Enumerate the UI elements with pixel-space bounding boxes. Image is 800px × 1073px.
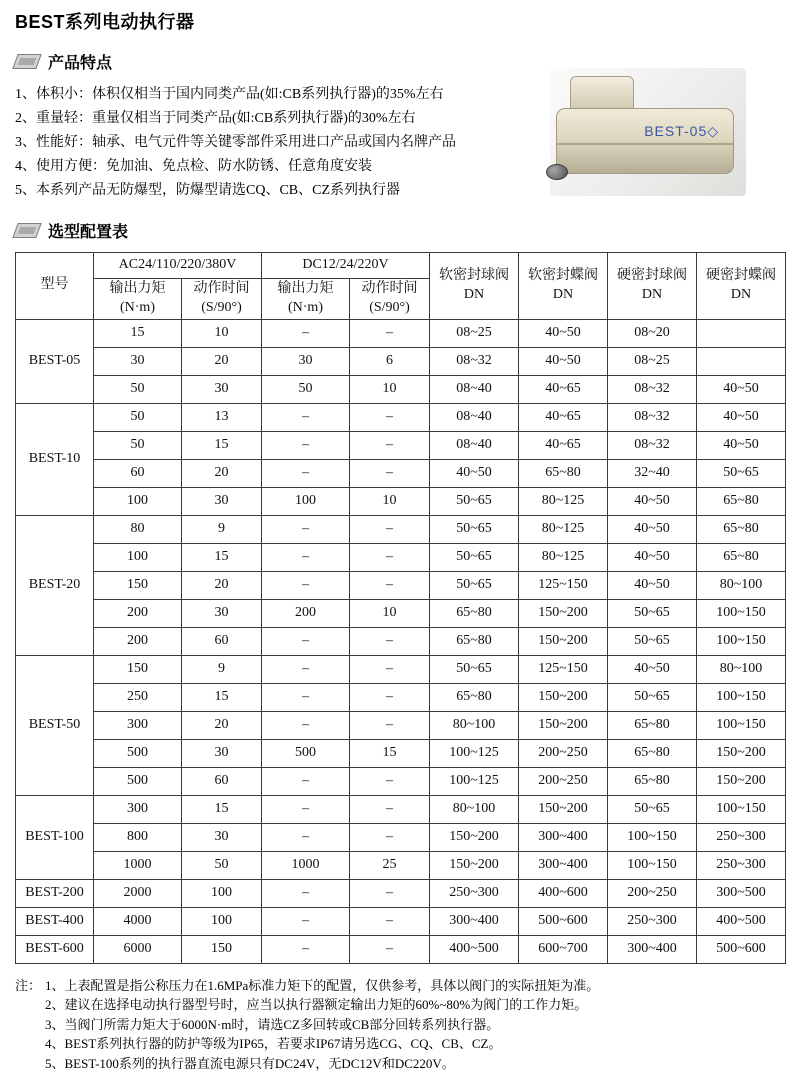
feature-item: 4、使用方便：免加油、免点检、防水防锈、任意角度安装 (15, 159, 372, 174)
data-cell: 50 (262, 375, 350, 403)
data-cell: 15 (182, 543, 262, 571)
model-cell: BEST-200 (16, 879, 94, 907)
data-cell: 40~50 (697, 403, 786, 431)
data-cell: – (262, 319, 350, 347)
table-row (16, 599, 786, 627)
table-row (16, 375, 786, 403)
section-marker-icon (12, 223, 41, 238)
data-cell: 40~65 (519, 375, 608, 403)
data-cell: 15 (182, 795, 262, 823)
data-cell: 80~100 (697, 655, 786, 683)
col-header-model: 型号 (16, 253, 94, 320)
product-model-label: BEST-05◇ (644, 123, 719, 139)
data-cell: 150~200 (697, 739, 786, 767)
data-cell: – (262, 767, 350, 795)
data-cell: 08~25 (430, 319, 519, 347)
table-row (16, 879, 786, 907)
data-cell: 40~50 (608, 655, 697, 683)
data-cell: 200~250 (608, 879, 697, 907)
data-cell: – (262, 515, 350, 543)
data-cell: 10 (350, 375, 430, 403)
data-cell: 50 (94, 403, 182, 431)
data-cell: 30 (182, 823, 262, 851)
table-row (16, 767, 786, 795)
features-heading-label: 产品特点 (48, 55, 113, 72)
data-cell: 50~65 (430, 487, 519, 515)
data-cell: 80~100 (697, 571, 786, 599)
data-cell: 65~80 (430, 683, 519, 711)
table-row (16, 795, 786, 823)
table-row (16, 487, 786, 515)
feature-item: 5、本系列产品无防爆型，防爆型请选CQ、CB、CZ系列执行器 (15, 183, 401, 198)
data-cell: – (350, 711, 430, 739)
data-cell: 32~40 (608, 459, 697, 487)
data-cell: 40~50 (697, 431, 786, 459)
data-cell: 50~65 (608, 599, 697, 627)
data-cell: 10 (350, 487, 430, 515)
data-cell: 08~32 (430, 347, 519, 375)
table-body (16, 319, 786, 963)
table-row (16, 459, 786, 487)
note-item: 1、上表配置是指公称压力在1.6MPa标准力矩下的配置，仅供参考，具体以阀门的实际扭矩为准。 (45, 977, 600, 993)
col-header-dc-group: DC12/24/220V (262, 253, 430, 279)
data-cell: 20 (182, 571, 262, 599)
data-cell: 65~80 (608, 739, 697, 767)
data-cell: 80 (94, 515, 182, 543)
data-cell: 150~200 (519, 627, 608, 655)
data-cell: 08~32 (608, 375, 697, 403)
selection-table (15, 252, 786, 964)
data-cell: – (350, 935, 430, 963)
notes-label: 注： (15, 977, 42, 993)
data-cell: 08~40 (430, 431, 519, 459)
data-cell: 100~150 (608, 823, 697, 851)
data-cell: 30 (262, 347, 350, 375)
data-cell: 200~250 (519, 767, 608, 795)
data-cell: 50~65 (430, 655, 519, 683)
data-cell: – (262, 543, 350, 571)
data-cell: 100 (262, 487, 350, 515)
data-cell: 40~50 (697, 375, 786, 403)
data-cell: 100~150 (608, 851, 697, 879)
col-header-hard-butterfly-valve: 硬密封蝶阀 DN (697, 253, 786, 320)
data-cell: 40~50 (519, 347, 608, 375)
data-cell (697, 319, 786, 347)
data-cell: 60 (94, 459, 182, 487)
table-row (16, 655, 786, 683)
data-cell: 25 (350, 851, 430, 879)
data-cell: 100~150 (697, 795, 786, 823)
data-cell: 300~500 (697, 879, 786, 907)
table-row (16, 431, 786, 459)
data-cell: 200~250 (519, 739, 608, 767)
model-cell: BEST-10 (16, 403, 94, 515)
data-cell: 40~65 (519, 431, 608, 459)
table-row (16, 543, 786, 571)
data-cell: – (262, 711, 350, 739)
data-cell: 40~50 (430, 459, 519, 487)
col-header-soft-ball-valve: 软密封球阀 DN (430, 253, 519, 320)
table-header (16, 253, 786, 320)
data-cell: 15 (182, 683, 262, 711)
data-cell: 65~80 (697, 515, 786, 543)
model-cell: BEST-400 (16, 907, 94, 935)
page-title: BEST系列电动执行器 (15, 12, 195, 32)
data-cell: 65~80 (697, 487, 786, 515)
data-cell: 300~400 (430, 907, 519, 935)
data-cell: 250~300 (608, 907, 697, 935)
col-header-action-time-dc: 动作时间 (S/90°) (350, 279, 430, 320)
data-cell: 250~300 (697, 851, 786, 879)
data-cell: 1000 (262, 851, 350, 879)
data-cell: – (262, 627, 350, 655)
data-cell: 100~150 (697, 627, 786, 655)
data-cell: 150 (182, 935, 262, 963)
data-cell: 300~400 (519, 851, 608, 879)
data-cell: 15 (182, 431, 262, 459)
data-cell: 15 (94, 319, 182, 347)
data-cell: 50~65 (430, 515, 519, 543)
col-header-soft-butterfly-valve: 软密封蝶阀 DN (519, 253, 608, 320)
note-item: 4、BEST系列执行器的防护等级为IP65，若要求IP67请另选CG、CQ、CB、CZ。 (45, 1036, 502, 1052)
data-cell: 10 (182, 319, 262, 347)
notes-section (15, 976, 785, 1073)
data-cell: 500 (94, 767, 182, 795)
data-cell: – (350, 655, 430, 683)
table-row (16, 515, 786, 543)
data-cell: 50~65 (430, 543, 519, 571)
data-cell: 40~50 (519, 319, 608, 347)
data-cell: – (262, 907, 350, 935)
data-cell: 100~125 (430, 739, 519, 767)
note-item: 2、建议在选择电动执行器型号时，应当以执行器额定输出力矩的60%~80%为阀门的工作力矩。 (45, 997, 588, 1013)
data-cell: – (350, 515, 430, 543)
data-cell: 08~25 (608, 347, 697, 375)
data-cell: 30 (182, 375, 262, 403)
note-item: 5、BEST-100系列的执行器直流电源只有DC24V，无DC12V和DC220V。 (45, 1055, 455, 1071)
actuator-cable-gland-shape (546, 164, 568, 180)
data-cell: 400~500 (697, 907, 786, 935)
model-cell: BEST-600 (16, 935, 94, 963)
data-cell: 300~400 (519, 823, 608, 851)
data-cell: 200 (262, 599, 350, 627)
table-row (16, 571, 786, 599)
data-cell: 50~65 (697, 459, 786, 487)
data-cell: 50~65 (430, 571, 519, 599)
data-cell: 2000 (94, 879, 182, 907)
actuator-top-cap-shape (570, 76, 634, 112)
table-row (16, 907, 786, 935)
data-cell: 250~300 (430, 879, 519, 907)
data-cell: 20 (182, 711, 262, 739)
data-cell: 9 (182, 515, 262, 543)
data-cell: – (262, 823, 350, 851)
data-cell: 40~50 (608, 487, 697, 515)
data-cell: 150~200 (430, 851, 519, 879)
data-cell: 65~80 (608, 767, 697, 795)
data-cell: 65~80 (430, 627, 519, 655)
data-cell: 50~65 (608, 627, 697, 655)
selection-section-heading (15, 219, 785, 242)
data-cell: 6000 (94, 935, 182, 963)
model-cell: BEST-50 (16, 655, 94, 795)
feature-item: 3、性能好：轴承、电气元件等关键零部件采用进口产品或国内名牌产品 (15, 135, 456, 150)
data-cell: 80~100 (430, 795, 519, 823)
data-cell: 1000 (94, 851, 182, 879)
data-cell: – (350, 543, 430, 571)
data-cell: 400~600 (519, 879, 608, 907)
data-cell: 4000 (94, 907, 182, 935)
data-cell: 100~150 (697, 711, 786, 739)
data-cell: 300 (94, 711, 182, 739)
data-cell: 100~150 (697, 683, 786, 711)
data-cell: – (262, 571, 350, 599)
data-cell: 400~500 (430, 935, 519, 963)
data-cell: 150 (94, 571, 182, 599)
table-row (16, 627, 786, 655)
data-cell: 60 (182, 767, 262, 795)
product-photo (550, 68, 746, 196)
data-cell: 08~32 (608, 431, 697, 459)
data-cell: – (350, 823, 430, 851)
data-cell (697, 347, 786, 375)
data-cell: 250 (94, 683, 182, 711)
data-cell: – (262, 683, 350, 711)
data-cell: 15 (350, 739, 430, 767)
data-cell: 250~300 (697, 823, 786, 851)
actuator-body-shape (556, 108, 734, 174)
data-cell: 80~125 (519, 487, 608, 515)
table-row (16, 319, 786, 347)
actuator-seam-shape (557, 143, 733, 145)
data-cell: 65~80 (519, 459, 608, 487)
data-cell: 10 (350, 599, 430, 627)
data-cell: 50 (182, 851, 262, 879)
header-row-1 (16, 253, 786, 279)
model-cell: BEST-05 (16, 319, 94, 403)
data-cell: 80~125 (519, 515, 608, 543)
data-cell: 100 (182, 879, 262, 907)
section-marker-icon (12, 54, 41, 69)
data-cell: 20 (182, 459, 262, 487)
data-cell: – (350, 403, 430, 431)
data-cell: 30 (94, 347, 182, 375)
data-cell: 08~40 (430, 403, 519, 431)
selection-heading-label: 选型配置表 (48, 224, 129, 241)
data-cell: 40~50 (608, 571, 697, 599)
data-cell: – (350, 879, 430, 907)
table-row (16, 403, 786, 431)
data-cell: – (262, 935, 350, 963)
table-row (16, 739, 786, 767)
data-cell: 30 (182, 599, 262, 627)
data-cell: 150~200 (519, 711, 608, 739)
table-row (16, 823, 786, 851)
data-cell: – (262, 655, 350, 683)
data-cell: 80~100 (430, 711, 519, 739)
data-cell: 150~200 (697, 767, 786, 795)
features-list (15, 83, 575, 203)
data-cell: 150 (94, 655, 182, 683)
data-cell: 08~32 (608, 403, 697, 431)
data-cell: 08~40 (430, 375, 519, 403)
data-cell: 500 (262, 739, 350, 767)
data-cell: – (350, 571, 430, 599)
data-cell: 50~65 (608, 683, 697, 711)
data-cell: 20 (182, 347, 262, 375)
data-cell: – (350, 683, 430, 711)
data-cell: 200 (94, 627, 182, 655)
data-cell: 08~20 (608, 319, 697, 347)
data-cell: – (350, 767, 430, 795)
data-cell: 30 (182, 487, 262, 515)
data-cell: 13 (182, 403, 262, 431)
data-cell: – (262, 431, 350, 459)
data-cell: – (262, 459, 350, 487)
model-cell: BEST-100 (16, 795, 94, 879)
col-header-output-torque-dc: 输出力矩 (N·m) (262, 279, 350, 320)
data-cell: 100~150 (697, 599, 786, 627)
data-cell: – (350, 459, 430, 487)
data-cell: 50~65 (608, 795, 697, 823)
data-cell: 100 (182, 907, 262, 935)
data-cell: 150~200 (519, 795, 608, 823)
data-cell: 125~150 (519, 571, 608, 599)
notes-list (45, 976, 785, 1073)
data-cell: – (350, 795, 430, 823)
note-item: 3、当阀门所需力矩大于6000N·m时，请选CZ多回转或CB部分回转系列执行器。 (45, 1016, 500, 1032)
data-cell: 6 (350, 347, 430, 375)
table-row (16, 851, 786, 879)
data-cell: 800 (94, 823, 182, 851)
data-cell: – (350, 431, 430, 459)
data-cell: 65~80 (697, 543, 786, 571)
col-header-output-torque-ac: 输出力矩 (N·m) (94, 279, 182, 320)
feature-item: 2、重量轻：重量仅相当于同类产品(如:CB系列执行器)的30%左右 (15, 111, 416, 126)
data-cell: – (350, 319, 430, 347)
data-cell: 40~65 (519, 403, 608, 431)
data-cell: 9 (182, 655, 262, 683)
data-cell: 100 (94, 487, 182, 515)
model-cell: BEST-20 (16, 515, 94, 655)
data-cell: – (350, 907, 430, 935)
data-cell: 125~150 (519, 655, 608, 683)
data-cell: 600~700 (519, 935, 608, 963)
data-cell: 50 (94, 375, 182, 403)
data-cell: 500~600 (697, 935, 786, 963)
data-cell: – (262, 403, 350, 431)
data-cell: 150~200 (430, 823, 519, 851)
data-cell: 60 (182, 627, 262, 655)
data-cell: 500 (94, 739, 182, 767)
data-cell: – (262, 879, 350, 907)
col-header-ac-group: AC24/110/220/380V (94, 253, 262, 279)
data-cell: 500~600 (519, 907, 608, 935)
col-header-action-time-ac: 动作时间 (S/90°) (182, 279, 262, 320)
data-cell: 300~400 (608, 935, 697, 963)
col-header-hard-ball-valve: 硬密封球阀 DN (608, 253, 697, 320)
data-cell: 150~200 (519, 683, 608, 711)
data-cell: 40~50 (608, 515, 697, 543)
feature-item: 1、体积小：体积仅相当于国内同类产品(如:CB系列执行器)的35%左右 (15, 87, 444, 102)
data-cell: 50 (94, 431, 182, 459)
data-cell: 65~80 (608, 711, 697, 739)
data-cell: 100~125 (430, 767, 519, 795)
data-cell: 80~125 (519, 543, 608, 571)
table-row (16, 683, 786, 711)
data-cell: 150~200 (519, 599, 608, 627)
data-cell: 65~80 (430, 599, 519, 627)
data-cell: 30 (182, 739, 262, 767)
table-row (16, 347, 786, 375)
data-cell: 100 (94, 543, 182, 571)
data-cell: 300 (94, 795, 182, 823)
table-row (16, 935, 786, 963)
data-cell: – (262, 795, 350, 823)
data-cell: 40~50 (608, 543, 697, 571)
data-cell: – (350, 627, 430, 655)
data-cell: 200 (94, 599, 182, 627)
table-row (16, 711, 786, 739)
